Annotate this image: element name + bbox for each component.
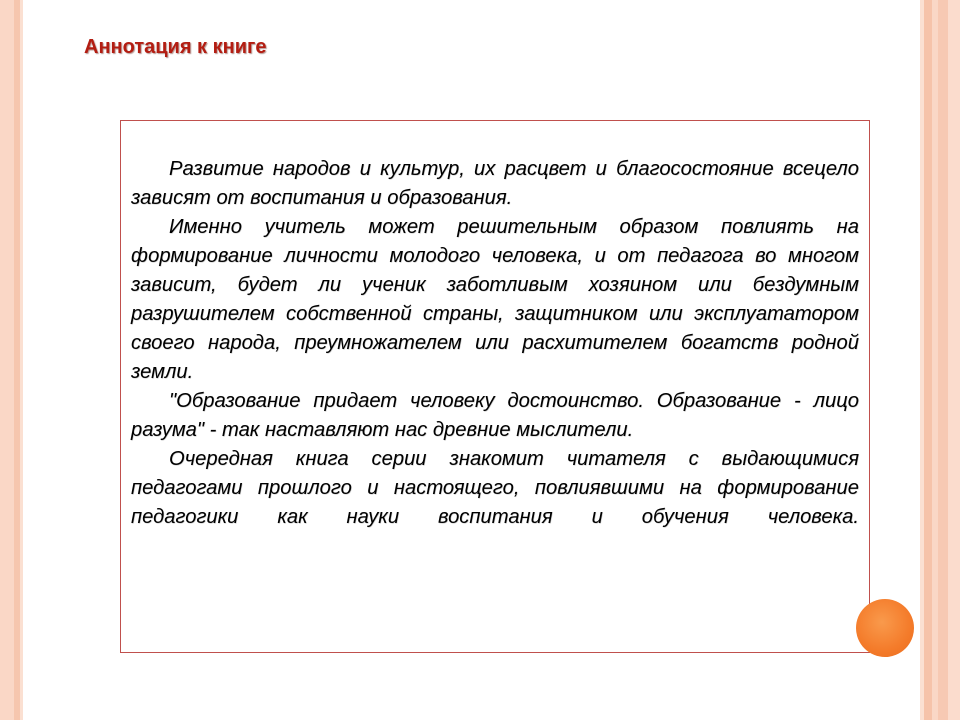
decorative-stripe-right xyxy=(924,0,932,720)
slide-title: Аннотация к книге xyxy=(84,36,267,58)
decorative-stripe-right xyxy=(948,0,960,720)
decorative-orange-circle xyxy=(856,599,914,657)
decorative-stripe-left xyxy=(0,0,14,720)
annotation-text-box xyxy=(120,120,870,653)
annotation-paragraph: "Образование придает человеку достоинство. Образование - лицо разума" - так наставляют нас древние мыслители. xyxy=(131,390,859,441)
decorative-stripe-left xyxy=(20,0,23,720)
annotation-paragraph: Именно учитель может решительным образом повлиять на формирование личности молодого человека, и от педагога во многом зависит, будет ли ученик заботливым хозяином или бездумным разрушителем собственной страны, защитником или эксплуататором своего народа, преумножателем или расхитителем богатств родной земли. xyxy=(131,216,859,383)
decorative-stripe-right xyxy=(938,0,948,720)
annotation-paragraph: Развитие народов и культур, их расцвет и благосостояние всецело зависят от воспитания и образования. xyxy=(131,158,859,209)
annotation-paragraph: Очередная книга серии знакомит читателя с выдающимися педагогами прошлого и настоящего, повлиявшими на формирование педагогики как науки воспитания и обучения человека. xyxy=(131,448,859,528)
